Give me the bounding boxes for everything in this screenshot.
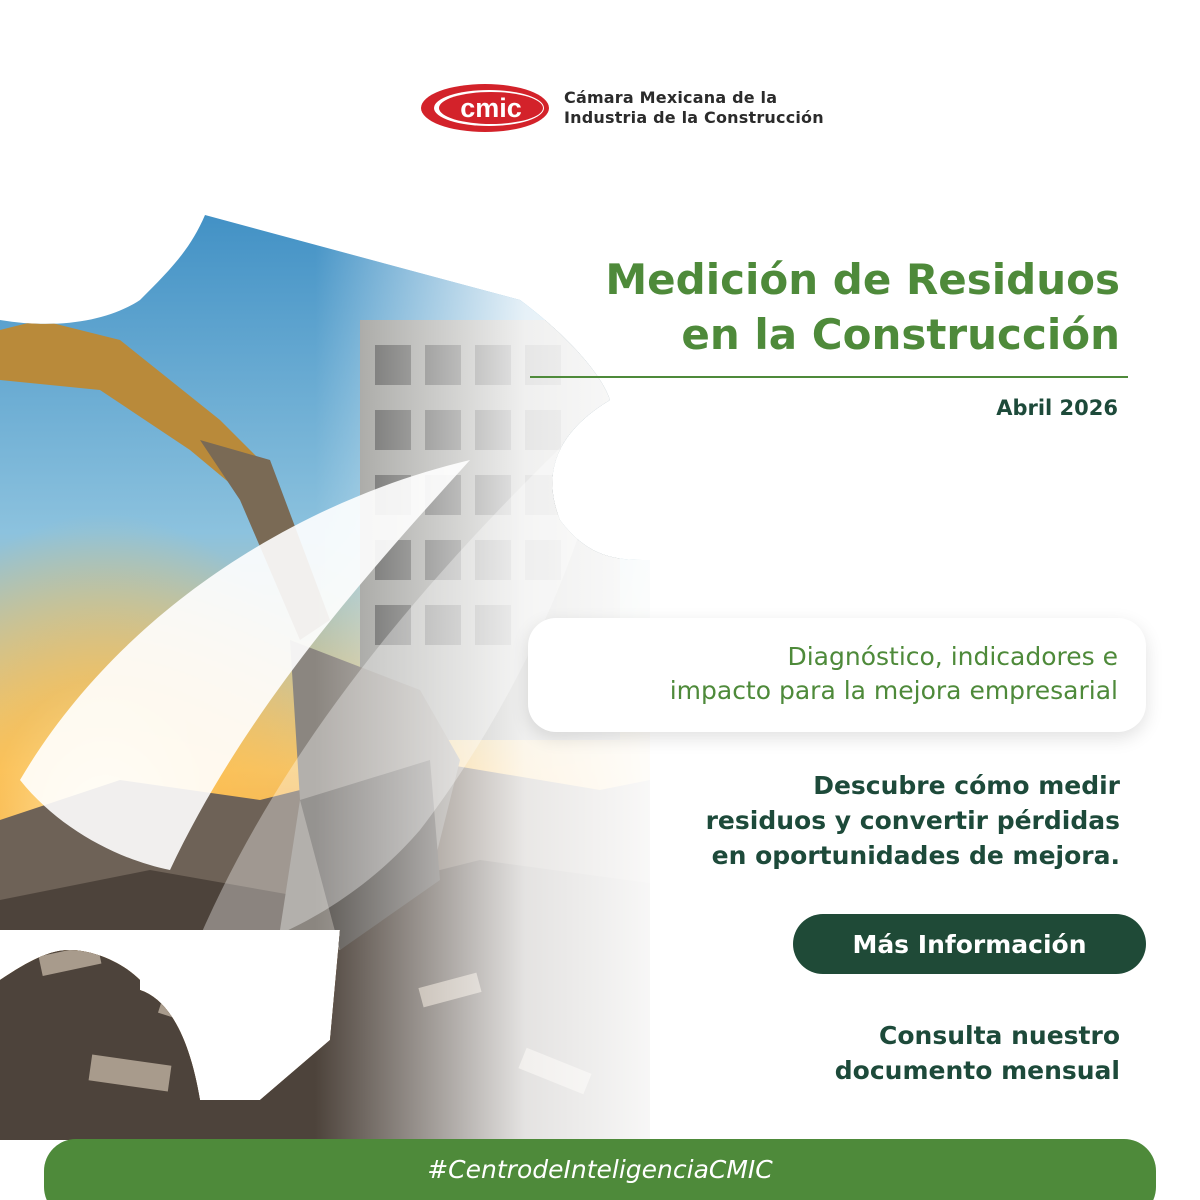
more-info-button[interactable]: Más Información (793, 914, 1146, 974)
title-line1: Medición de Residuos (605, 255, 1120, 304)
description-line2: residuos y convertir pérdidas (705, 806, 1120, 835)
subtitle-text (558, 640, 1118, 708)
consult-line1: Consulta nuestro (879, 1021, 1120, 1050)
cmic-name-line1: Cámara Mexicana de la (564, 88, 778, 107)
consult-text (640, 1018, 1120, 1088)
cmic-name-line2: Industria de la Construcción (564, 108, 824, 127)
title-line2: en la Construcción (681, 310, 1120, 359)
hashtag[interactable]: #CentrodeInteligenciaCMIC (427, 1155, 773, 1184)
footer-bar (44, 1139, 1156, 1200)
cmic-name (564, 88, 824, 128)
svg-text:cmic: cmic (460, 93, 522, 123)
subtitle-card (528, 618, 1146, 732)
cmic-logo (418, 80, 824, 136)
cmic-logo-mark (418, 80, 552, 136)
page-title (480, 252, 1120, 362)
description-line3: en oportunidades de mejora. (711, 841, 1120, 870)
description-line1: Descubre cómo medir (813, 771, 1120, 800)
subtitle-line2: impacto para la mejora empresarial (669, 676, 1118, 705)
consult-line2: documento mensual (834, 1056, 1120, 1085)
publication-date: Abril 2026 (996, 396, 1118, 420)
description (560, 768, 1120, 873)
title-divider (530, 376, 1128, 378)
subtitle-line1: Diagnóstico, indicadores e (787, 642, 1118, 671)
